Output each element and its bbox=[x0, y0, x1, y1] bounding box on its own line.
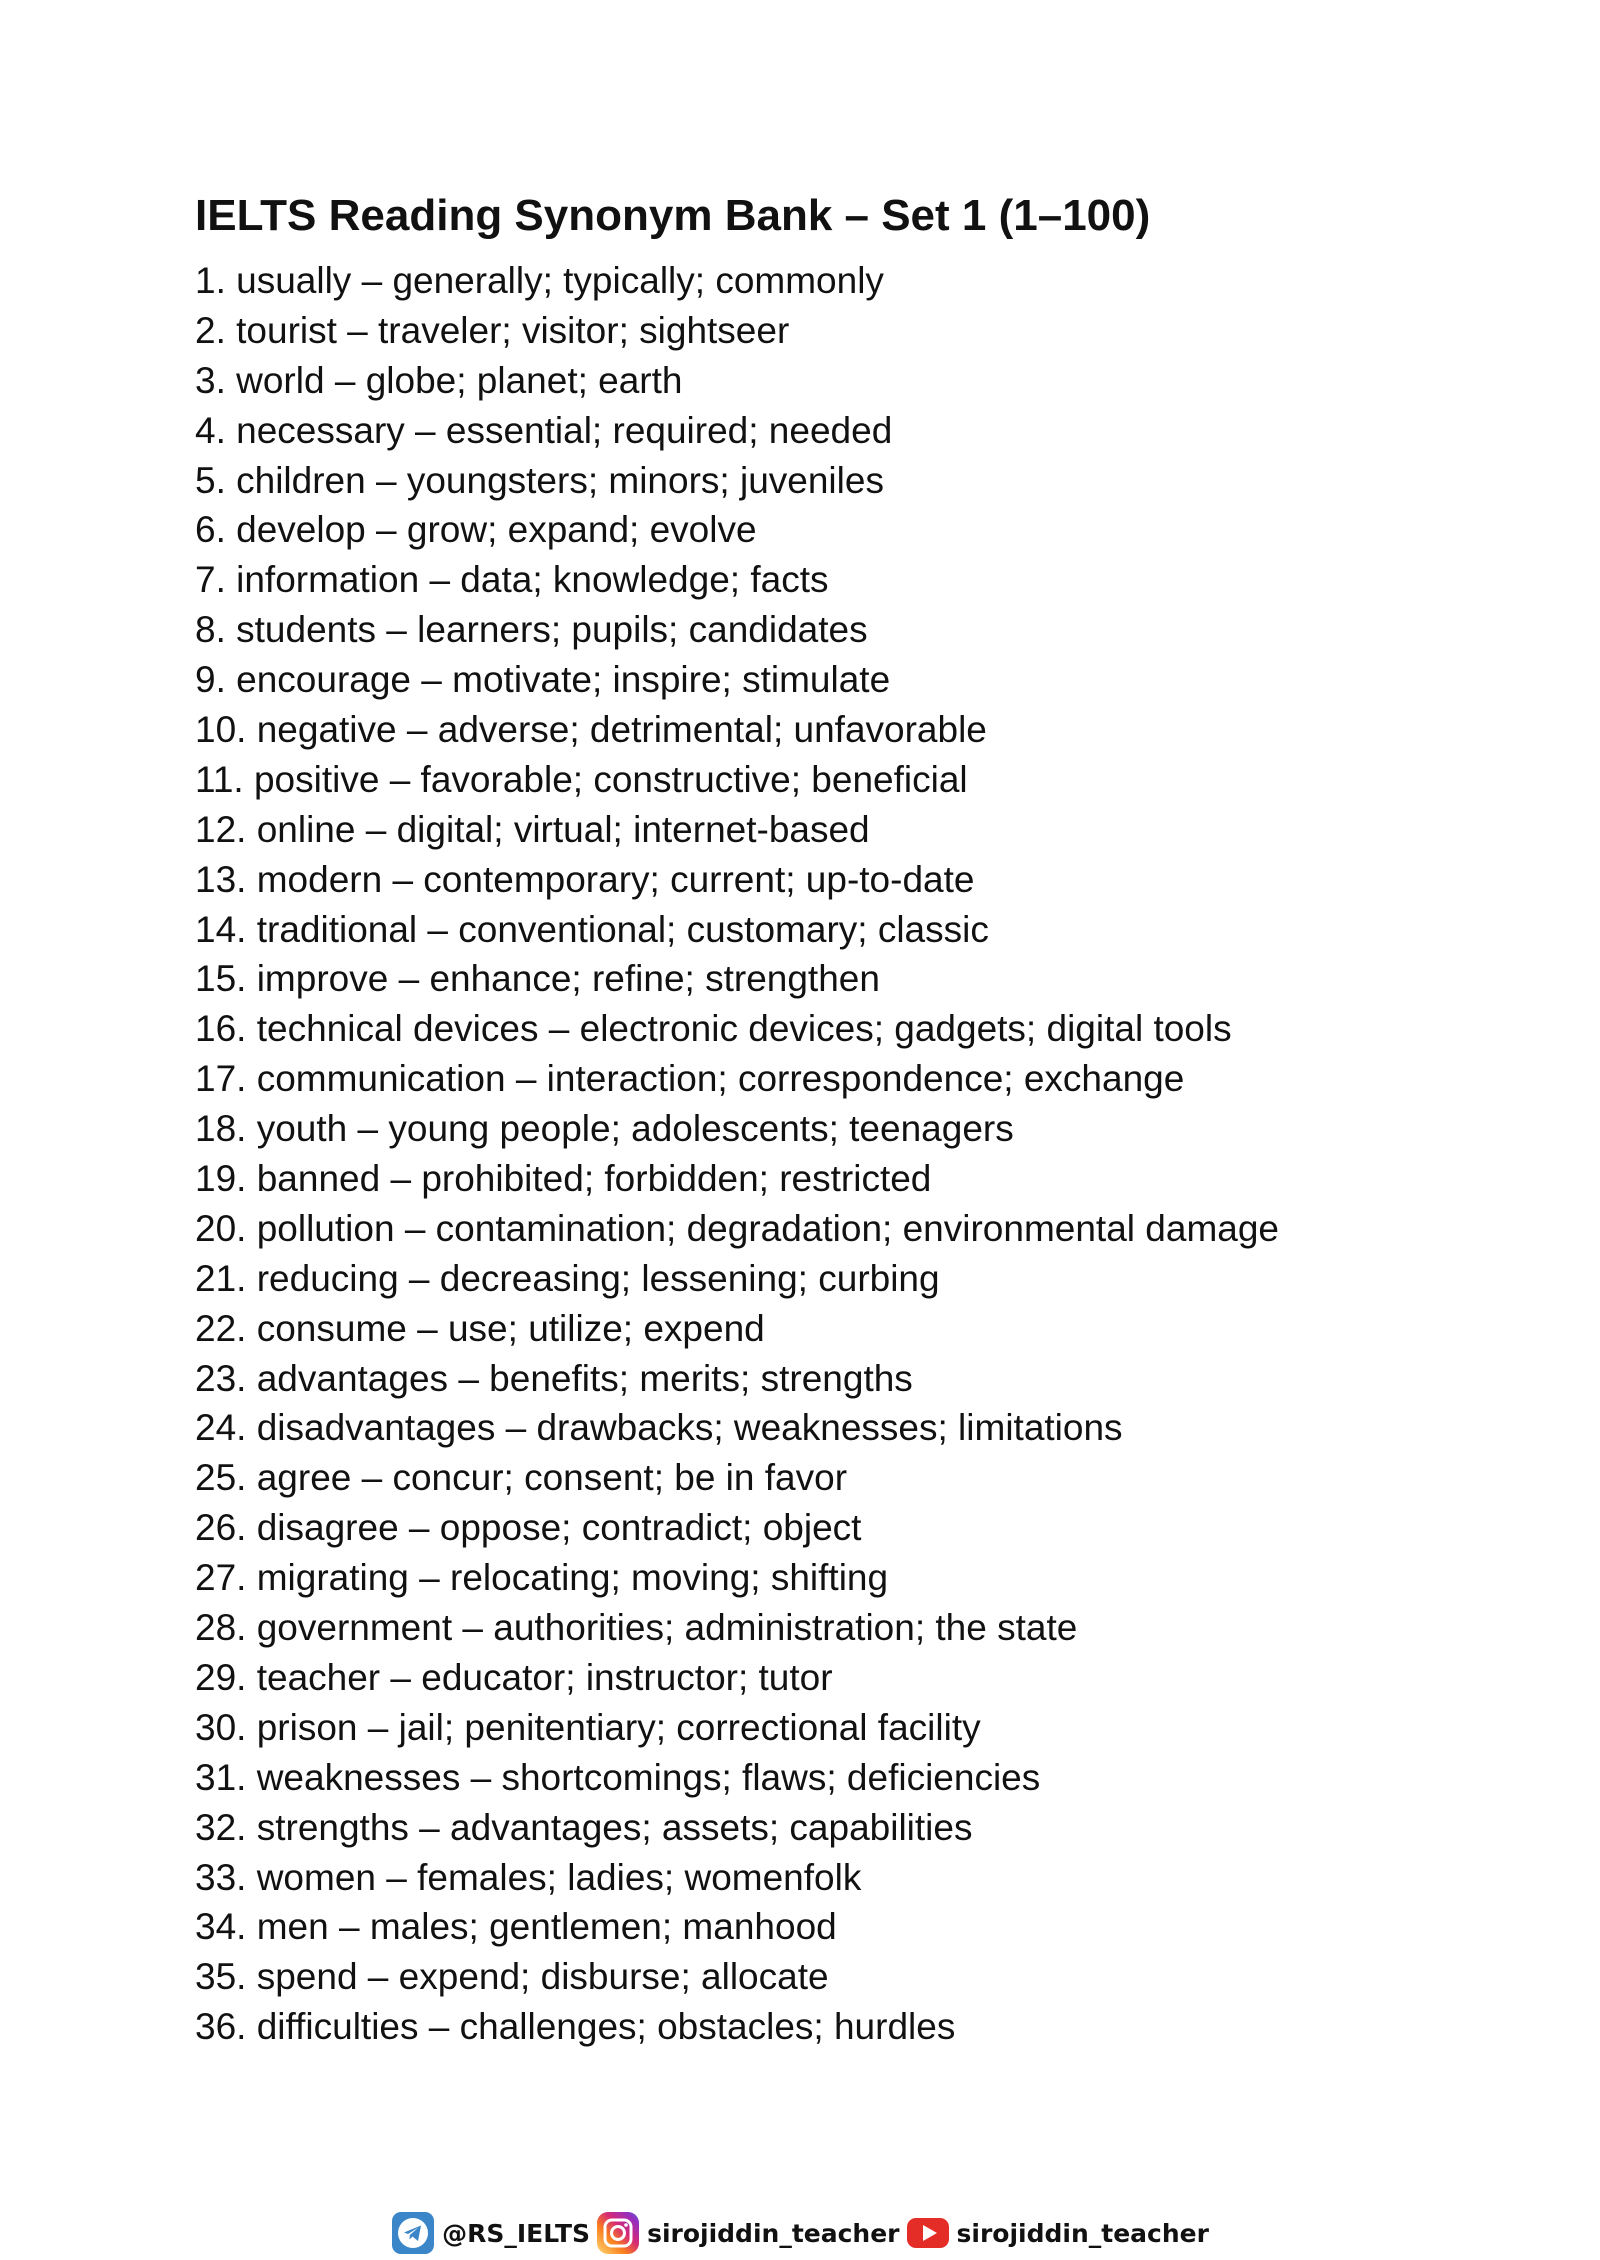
synonym-entry: 1. usually – generally; typically; commonly bbox=[195, 260, 884, 301]
instagram-handle: sirojiddin_teacher bbox=[647, 2218, 900, 2248]
instagram-icon bbox=[596, 2211, 640, 2255]
synonym-entry: 20. pollution – contamination; degradation; environmental damage bbox=[195, 1207, 1280, 1249]
synonym-entry: 11. positive – favorable; constructive; beneficial bbox=[195, 758, 968, 800]
synonym-entry: 10. negative – adverse; detrimental; unfavorable bbox=[195, 709, 987, 751]
synonym-entry: 16. technical devices – electronic devices; gadgets; digital tools bbox=[195, 1008, 1232, 1050]
youtube-icon bbox=[906, 2211, 950, 2255]
synonym-entry: 27. migrating – relocating; moving; shifting bbox=[195, 1557, 889, 1599]
synonym-entry: 29. teacher – educator; instructor; tutor bbox=[195, 1656, 833, 1698]
social-footer bbox=[0, 2210, 1600, 2256]
synonym-entry: 23. advantages – benefits; merits; strengths bbox=[195, 1357, 913, 1399]
synonym-entry: 6. develop – grow; expand; evolve bbox=[195, 509, 757, 551]
synonym-list bbox=[195, 256, 1279, 2052]
synonym-entry: 25. agree – concur; consent; be in favor bbox=[195, 1457, 848, 1499]
instagram-link[interactable] bbox=[596, 2211, 899, 2255]
synonym-entry: 4. necessary – essential; required; needed bbox=[195, 409, 893, 451]
synonym-entry: 8. students – learners; pupils; candidates bbox=[195, 609, 868, 651]
synonym-entry: 12. online – digital; virtual; internet-based bbox=[195, 808, 870, 850]
synonym-entry: 2. tourist – traveler; visitor; sightseer bbox=[195, 309, 790, 351]
synonym-entry: 7. information – data; knowledge; facts bbox=[195, 559, 829, 601]
synonym-entry: 14. traditional – conventional; customary; classic bbox=[195, 908, 989, 950]
synonym-entry: 30. prison – jail; penitentiary; correctional facility bbox=[195, 1706, 981, 1748]
synonym-entry: 35. spend – expend; disburse; allocate bbox=[195, 1956, 829, 1998]
synonym-entry: 24. disadvantages – drawbacks; weaknesses; limitations bbox=[195, 1407, 1123, 1449]
synonym-entry: 32. strengths – advantages; assets; capabilities bbox=[195, 1806, 973, 1848]
synonym-entry: 26. disagree – oppose; contradict; object bbox=[195, 1507, 862, 1549]
synonym-entry: 9. encourage – motivate; inspire; stimulate bbox=[195, 659, 891, 701]
youtube-handle: sirojiddin_teacher bbox=[956, 2218, 1209, 2248]
synonym-entry: 13. modern – contemporary; current; up-to-date bbox=[195, 858, 975, 900]
synonym-entry: 19. banned – prohibited; forbidden; restricted bbox=[195, 1158, 932, 1200]
page-title: IELTS Reading Synonym Bank – Set 1 (1–100) bbox=[195, 191, 1151, 240]
synonym-entry: 15. improve – enhance; refine; strengthen bbox=[195, 958, 880, 1000]
telegram-handle: @RS_IELTS bbox=[442, 2218, 591, 2248]
telegram-link[interactable] bbox=[391, 2211, 590, 2255]
synonym-entry: 28. government – authorities; administration; the state bbox=[195, 1607, 1078, 1649]
synonym-entry: 22. consume – use; utilize; expend bbox=[195, 1307, 765, 1349]
synonym-entry: 21. reducing – decreasing; lessening; curbing bbox=[195, 1257, 940, 1299]
synonym-entry: 17. communication – interaction; correspondence; exchange bbox=[195, 1058, 1185, 1100]
synonym-entry: 3. world – globe; planet; earth bbox=[195, 359, 683, 401]
synonym-entry: 5. children – youngsters; minors; juveniles bbox=[195, 459, 884, 501]
synonym-entry: 31. weaknesses – shortcomings; flaws; deficiencies bbox=[195, 1756, 1041, 1798]
synonym-entry: 34. men – males; gentlemen; manhood bbox=[195, 1906, 837, 1948]
telegram-icon bbox=[391, 2211, 435, 2255]
synonym-entry: 33. women – females; ladies; womenfolk bbox=[195, 1856, 862, 1898]
youtube-link[interactable] bbox=[906, 2211, 1209, 2255]
synonym-entry: 36. difficulties – challenges; obstacles; hurdles bbox=[195, 2006, 956, 2048]
synonym-entry: 18. youth – young people; adolescents; teenagers bbox=[195, 1108, 1014, 1150]
